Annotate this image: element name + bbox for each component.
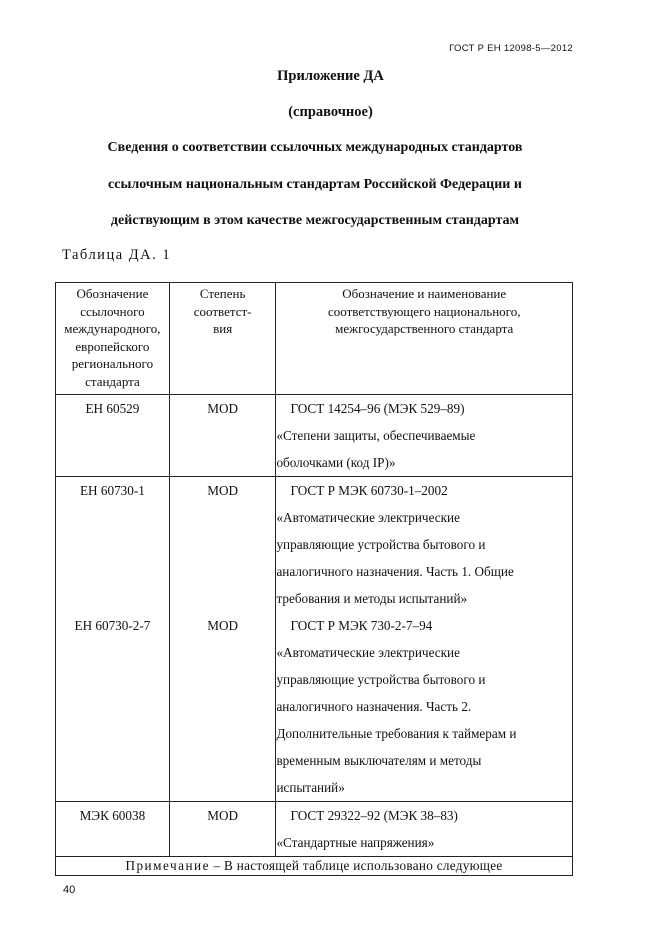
degree: MOD: [169, 802, 276, 857]
column-header-national: Обозначение и наименование соответствующего национального, межгосударственного стандарта: [276, 283, 573, 395]
table-row: [56, 802, 573, 857]
table-row: [56, 395, 573, 477]
national-standard: ГОСТ 29322–92 (МЭК 38–83) «Стандартные напряжения»: [276, 802, 573, 857]
heading-line-2: ссылочным национальным стандартам Российской Федерации и: [108, 177, 522, 192]
document-code: ГОСТ Р ЕН 12098-5—2012: [449, 43, 573, 54]
note-label: Примечание: [125, 858, 210, 873]
degree: MOD: [169, 395, 276, 477]
table-caption: Таблица ДА. 1: [62, 247, 172, 263]
table-row: [56, 477, 573, 802]
column-header-degree: Степень соответст- вия: [169, 283, 276, 395]
ref-code: МЭК 60038: [56, 802, 170, 857]
table-header-row: [56, 283, 573, 395]
appendix-title: Приложение ДА: [277, 68, 384, 84]
note-text: – В настоящей таблице использовано следующее: [209, 858, 503, 873]
national-standard: ГОСТ 14254–96 (МЭК 529–89) «Степени защиты, обеспечиваемые оболочками (код IP)»: [276, 395, 573, 477]
heading-line-3: действующим в этом качестве межгосударственным стандартам: [110, 213, 520, 228]
page-number: 40: [63, 884, 76, 896]
ref-code: ЕН 60529: [56, 395, 170, 477]
ref-code: ЕН 60730-1 ЕН 60730-2-7: [56, 477, 170, 802]
correspondence-table: [55, 282, 573, 876]
column-header-international: Обозначение ссылочного международного, европейского регионального стандарта: [56, 283, 170, 395]
degree: MOD MOD: [169, 477, 276, 802]
table-note: [56, 857, 573, 876]
table-note-row: [56, 857, 573, 876]
heading-line-1: Сведения о соответствии ссылочных международных стандартов: [107, 140, 523, 155]
appendix-subtitle: (справочное): [288, 104, 373, 120]
national-standard: ГОСТ Р МЭК 60730-1–2002 «Автоматические электрические управляющие устройства бытового и аналогичного назначения. Часть 1. Общие требования и методы испытаний» ГОСТ Р МЭК 730-2-7–94 «Автоматические электрические управляющие устройства бытового и аналогичного назначения. Часть 2. Дополнительные требования к таймерам и временным выключателям и методы испытаний»: [276, 477, 573, 802]
